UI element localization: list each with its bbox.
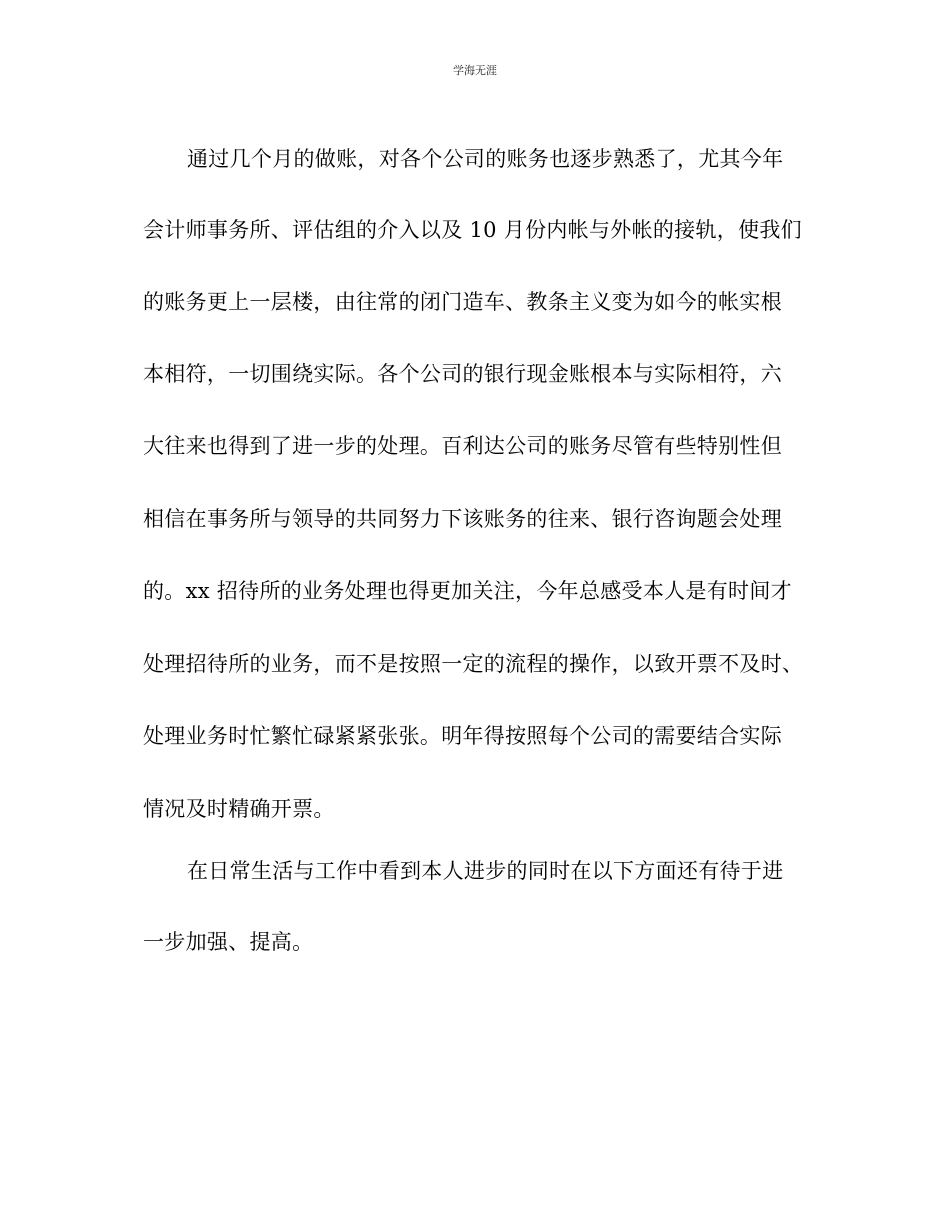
paragraph-2-line-1: 在日常生活与工作中看到本人进步的同时在以下方面还有待于进 — [187, 859, 784, 883]
paragraph-1-line-6: 相信在事务所与领导的共同努力下该账务的往来、银行咨询题会处理 — [143, 507, 782, 531]
paragraph-1-line-2: 会计师事务所、评估组的介入以及 10 月份内帐与外帐的接轨，使我们 — [143, 218, 802, 242]
paragraph-1-line-9: 处理业务时忙繁忙碌紧紧张张。明年得按照每个公司的需要结合实际 — [143, 724, 782, 748]
paragraph-1-line-1: 通过几个月的做账，对各个公司的账务也逐步熟悉了，尤其今年 — [187, 147, 784, 171]
paragraph-2-line-2: 一步加强、提高。 — [143, 930, 314, 954]
paragraph-1-line-10: 情况及时精确开票。 — [143, 797, 335, 821]
paragraph-1-line-3: 的账务更上一层楼，由往常的闭门造车、教条主义变为如今的帐实根 — [143, 290, 782, 314]
paragraph-1-line-8: 处理招待所的业务，而不是按照一定的流程的操作，以致开票不及时、 — [143, 652, 804, 676]
paragraph-1-line-5: 大往来也得到了进一步的处理。百利达公司的账务尽管有些特别性但 — [143, 434, 782, 458]
paragraph-1-line-7: 的。xx 招待所的业务处理也得更加关注，今年总感受本人是有时间才 — [143, 579, 792, 603]
paragraph-1-line-4: 本相符，一切围绕实际。各个公司的银行现金账根本与实际相符，六 — [143, 362, 782, 386]
page-header-title: 学海无涯 — [453, 64, 497, 77]
